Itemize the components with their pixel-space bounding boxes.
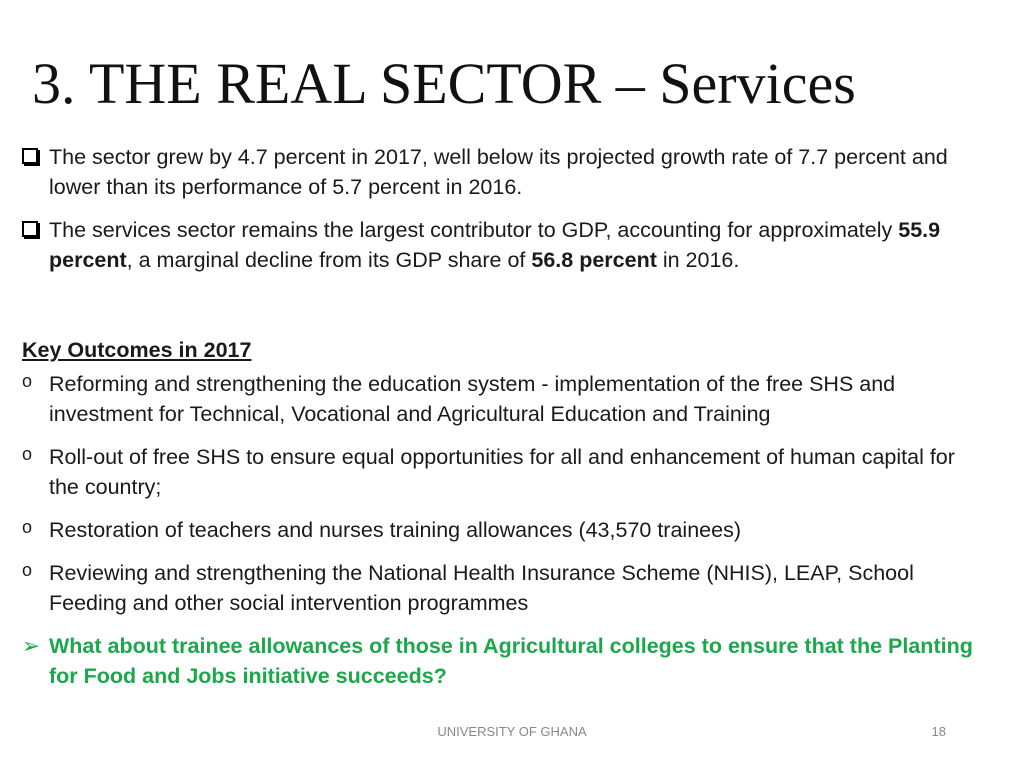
outcome-text: Reforming and strengthening the education system - implementation of the free SHS and investment for Technical, Vocational and Agricultural Education and Training	[49, 372, 896, 426]
bullet-text-part: in 2016.	[656, 248, 740, 272]
outcome-text: Roll-out of free SHS to ensure equal opportunities for all and enhancement of human capital for the country;	[49, 445, 955, 499]
outcome-item	[22, 558, 987, 618]
bullet-text-part: , a marginal decline from its GDP share of	[126, 248, 532, 272]
checkbox-bullet-icon	[22, 221, 38, 237]
question-text: What about trainee allowances of those in Agricultural colleges to ensure that the Planting for Food and Jobs initiative succeeds?	[49, 634, 973, 688]
bullet-gdp-share	[22, 215, 987, 275]
slide-content	[22, 142, 987, 691]
outcome-item	[22, 515, 987, 545]
slide-number: 18	[931, 724, 946, 739]
circle-bullet-icon: o	[22, 560, 33, 580]
key-outcomes-heading: Key Outcomes in 2017	[22, 338, 252, 362]
circle-bullet-icon: o	[22, 517, 33, 537]
outcome-text: Reviewing and strengthening the National Health Insurance Scheme (NHIS), LEAP, School Feeding and other social intervention programmes	[49, 561, 914, 615]
bullet-growth	[22, 142, 987, 202]
circle-bullet-icon: o	[22, 371, 33, 391]
slide-title: 3. THE REAL SECTOR – Services	[32, 51, 856, 116]
question-item	[22, 631, 987, 691]
outcome-text: Restoration of teachers and nurses training allowances (43,570 trainees)	[49, 518, 741, 542]
footer-university: UNIVERSITY OF GHANA	[437, 724, 587, 739]
circle-bullet-icon: o	[22, 444, 33, 464]
outcome-item	[22, 369, 987, 429]
bullet-bold-value: 55.9 percent	[49, 218, 941, 272]
checkbox-bullet-icon	[22, 148, 38, 164]
bullet-text-part: The services sector remains the largest contributor to GDP, accounting for approximately	[49, 218, 899, 242]
bullet-text: The sector grew by 4.7 percent in 2017, well below its projected growth rate of 7.7 percent and lower than its performance of 5.7 percent in 2016.	[49, 145, 948, 199]
arrow-bullet-icon: ➢	[22, 634, 41, 658]
outcome-item	[22, 442, 987, 502]
bullet-bold-value: 56.8 percent	[531, 248, 657, 272]
